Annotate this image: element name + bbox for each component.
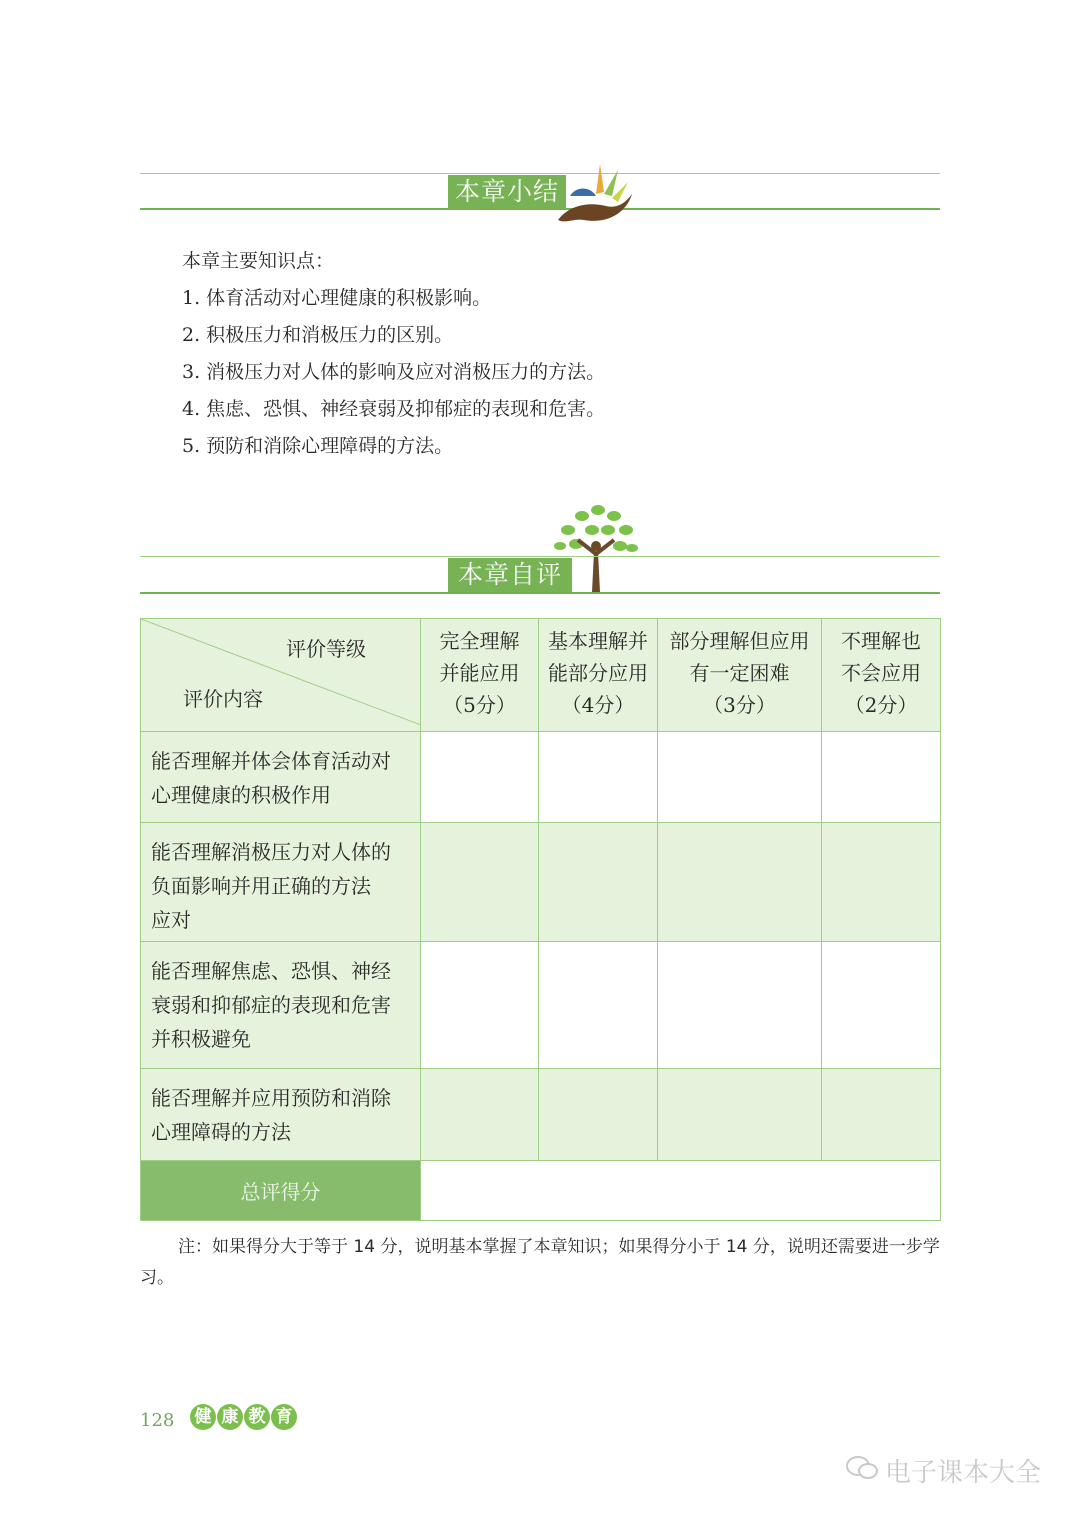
book-title-char: 康 bbox=[217, 1404, 243, 1430]
score-cell[interactable] bbox=[539, 732, 658, 823]
page-number: 128 bbox=[140, 1410, 175, 1431]
row-label bbox=[141, 732, 421, 823]
row-label-line: 并积极避免 bbox=[151, 1027, 251, 1051]
score-cell[interactable] bbox=[822, 942, 941, 1069]
score-cell[interactable] bbox=[539, 823, 658, 942]
column-header-line: 完全理解 bbox=[439, 629, 520, 653]
score-cell[interactable] bbox=[658, 942, 822, 1069]
summary-intro: 本章主要知识点： bbox=[182, 250, 335, 272]
summary-point: 3. 消极压力对人体的影响及应对消极压力的方法。 bbox=[182, 361, 606, 383]
row-label bbox=[141, 1069, 421, 1161]
summary-point: 4. 焦虑、恐惧、神经衰弱及抑郁症的表现和危害。 bbox=[182, 398, 606, 420]
corner-label-grade: 评价等级 bbox=[286, 637, 366, 661]
column-header-line: （3分） bbox=[703, 693, 776, 717]
total-row bbox=[141, 1161, 941, 1221]
watermark-text: 电子课本大全 bbox=[885, 1458, 1042, 1488]
book-title-char: 教 bbox=[244, 1404, 270, 1430]
column-header-line: 有一定困难 bbox=[689, 661, 790, 685]
column-header bbox=[421, 619, 539, 732]
column-header-line: 不会应用 bbox=[841, 661, 921, 685]
column-header-line: 部分理解但应用 bbox=[669, 629, 810, 653]
column-header-line: 基本理解并 bbox=[548, 629, 648, 653]
summary-header-top-line bbox=[140, 173, 940, 174]
total-score-field[interactable] bbox=[421, 1161, 941, 1221]
column-header bbox=[658, 619, 822, 732]
summary-point: 1. 体育活动对心理健康的积极影响。 bbox=[182, 287, 492, 309]
score-cell[interactable] bbox=[822, 1069, 941, 1161]
table-row bbox=[141, 1069, 941, 1161]
column-header-line: （5分） bbox=[443, 693, 516, 717]
row-label-line: 心理障碍的方法 bbox=[151, 1120, 291, 1144]
summary-section-title: 本章小结 bbox=[448, 175, 566, 209]
score-cell[interactable] bbox=[658, 1069, 822, 1161]
wechat-icon bbox=[845, 1455, 879, 1481]
row-label bbox=[141, 942, 421, 1069]
eval-header-bottom-line bbox=[140, 592, 940, 594]
row-label-line: 能否理解并应用预防和消除 bbox=[151, 1086, 391, 1110]
column-header-line: 能部分应用 bbox=[548, 661, 648, 685]
row-label-line: 衰弱和抑郁症的表现和危害 bbox=[151, 993, 391, 1017]
score-cell[interactable] bbox=[421, 942, 539, 1069]
row-label-line: 能否理解并体会体育活动对 bbox=[151, 749, 391, 773]
score-cell[interactable] bbox=[421, 1069, 539, 1161]
table-row bbox=[141, 732, 941, 823]
row-label-line: 应对 bbox=[151, 908, 191, 932]
score-cell[interactable] bbox=[539, 1069, 658, 1161]
column-header bbox=[539, 619, 658, 732]
row-label-line: 心理健康的积极作用 bbox=[151, 783, 331, 807]
score-cell[interactable] bbox=[539, 942, 658, 1069]
row-label-line: 能否理解消极压力对人体的 bbox=[151, 840, 391, 864]
scoring-note: 注：如果得分大于等于 14 分，说明基本掌握了本章知识；如果得分小于 14 分，说明还需要进一步学习。 bbox=[140, 1237, 940, 1288]
column-header bbox=[822, 619, 941, 732]
eval-header-top-line bbox=[140, 556, 940, 557]
column-header-line: （4分） bbox=[561, 693, 635, 717]
column-header-line: 不理解也 bbox=[841, 629, 921, 653]
summary-knowledge-points bbox=[182, 246, 605, 468]
book-title-logo bbox=[190, 1404, 297, 1430]
book-title-char: 育 bbox=[271, 1404, 297, 1430]
row-label-line: 能否理解焦虑、恐惧、神经 bbox=[151, 959, 391, 983]
table-row bbox=[141, 942, 941, 1069]
score-cell[interactable] bbox=[421, 823, 539, 942]
column-header-line: （2分） bbox=[844, 693, 918, 717]
score-cell[interactable] bbox=[421, 732, 539, 823]
column-header-line: 并能应用 bbox=[439, 661, 520, 685]
row-label-line: 负面影响并用正确的方法 bbox=[151, 874, 371, 898]
eval-section-title: 本章自评 bbox=[448, 558, 572, 592]
row-label bbox=[141, 823, 421, 942]
summary-point: 5. 预防和消除心理障碍的方法。 bbox=[182, 435, 454, 457]
corner-label-content: 评价内容 bbox=[183, 687, 263, 711]
book-title-char: 健 bbox=[190, 1404, 216, 1430]
summary-point: 2. 积极压力和消极压力的区别。 bbox=[182, 324, 454, 346]
score-cell[interactable] bbox=[822, 732, 941, 823]
self-evaluation-table bbox=[140, 618, 941, 1221]
total-score-label: 总评得分 bbox=[141, 1161, 421, 1221]
leaf-hand-icon bbox=[556, 154, 636, 230]
score-cell[interactable] bbox=[658, 823, 822, 942]
score-cell[interactable] bbox=[822, 823, 941, 942]
score-cell[interactable] bbox=[658, 732, 822, 823]
watermark bbox=[845, 1452, 1041, 1489]
table-header-row bbox=[141, 619, 941, 732]
table-row bbox=[141, 823, 941, 942]
table-corner-cell bbox=[141, 619, 421, 732]
